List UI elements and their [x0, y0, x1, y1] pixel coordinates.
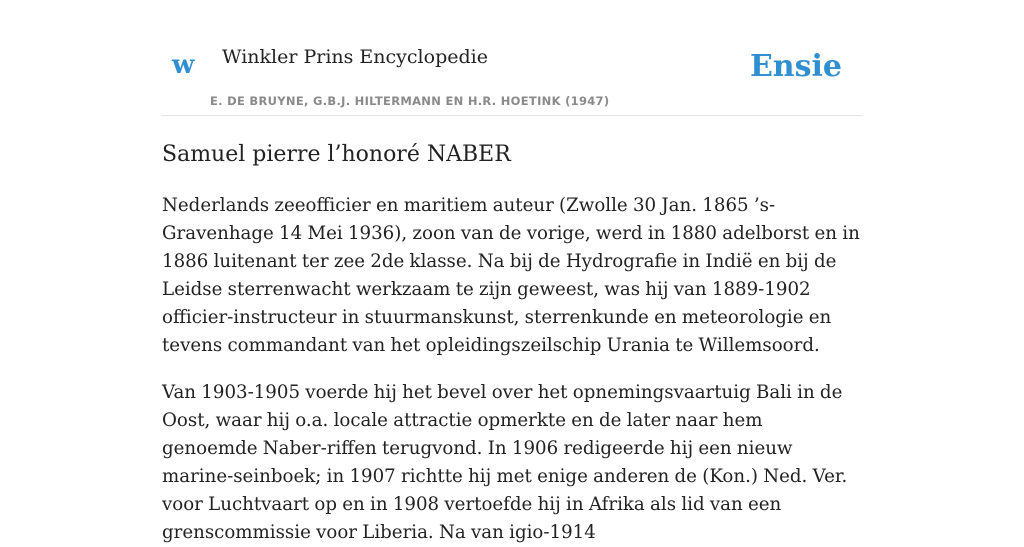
site-title[interactable]: Winkler Prins Encyclopedie: [222, 46, 488, 68]
ensie-logo[interactable]: Ensie: [749, 49, 842, 84]
article: [162, 138, 862, 547]
article-title: Samuel pierre l’honoré NABER: [162, 142, 511, 167]
site-header: [162, 0, 862, 116]
byline-authors: E. DE BRUYNE, G.B.J. HILTERMANN EN H.R. HOETINK (1947): [210, 94, 610, 108]
article-paragraph: Van 1903-1905 voerde hij het bevel over het opnemingsvaartuig Bali in de Oost, waar hij o.a. locale attractie opmerkte en de later naar hem genoemde Naber-riffen terugvond. In 1906 redigeerde hij een nieuw marine-seinboek; in 1907 richtte hij met enige anderen de (Kon.) Ned. Ver. voor Luchtvaart op en in 1908 vertoefde hij in Afrika als lid van een grenscommissie voor Liberia. Na van igio-1914: [162, 382, 848, 543]
article-paragraph: Nederlands zeeofficier en maritiem auteur (Zwolle 30 Jan. 1865 ’s-Gravenhage 14 Mei 1936), zoon van de vorige, werd in 1880 adelborst en in 1886 luitenant ter zee 2de klasse. Na bij de Hydrografie in Indië en bij de Leidse sterrenwacht werkzaam te zijn geweest, was hij van 1889-1902 officier-instructeur in stuurmanskunst, sterrenkunde en meteorologie en tevens commandant van het opleidingszeilschip Urania te Willemsoord.: [162, 195, 860, 356]
winkler-prins-logo-icon[interactable]: w: [172, 50, 195, 80]
